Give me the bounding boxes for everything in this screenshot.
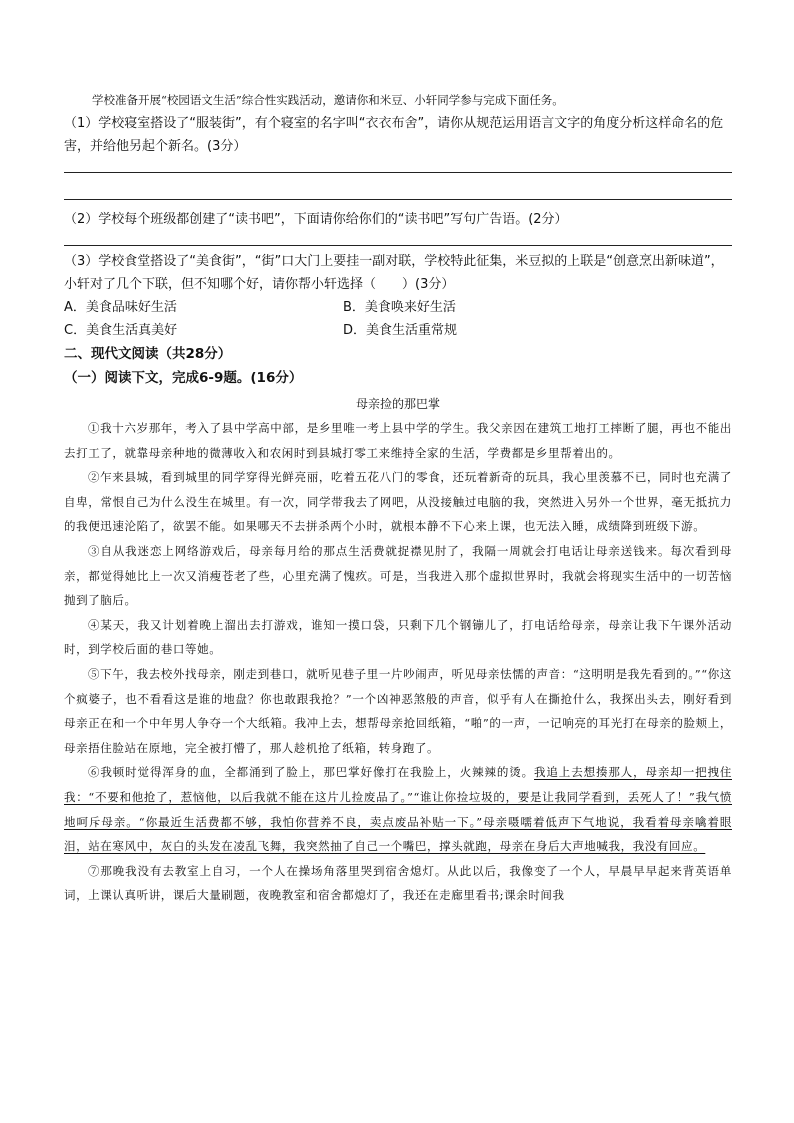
exam-page [64,88,732,908]
article-title: 母亲捡的那巴掌 [355,397,440,411]
choice-b[interactable]: B．美食唤来好生活 [343,300,456,315]
paragraph-7: ⑦那晚我没有去教室上自习，一个人在操场角落里哭到宿舍熄灯。从此以后，我像变了一个人，早晨早早起来背英语单词，上课认真听讲，课后大量刷题，夜晚教室和宿舍都熄灯了，我还在走廊里看书;课余时间我 [64,863,732,903]
choice-d[interactable]: D．美食生活重常规 [343,323,458,338]
question-3: （3）学校食堂搭设了“美食街”，“街”口大门上要挂一副对联，学校特此征集，米豆拟的上联是“创意烹出新味道”，小轩对了几个下联，但不知哪个好，请你帮小轩选择（ ）(3分） [64,254,724,292]
choice-list [64,296,732,342]
paragraph-4: ④某天，我又计划着晚上溜出去打游戏，谁知一摸口袋，只剩下几个钢镚儿了，打电话给母亲，母亲让我下午课外活动时，到学校后面的巷口等她。 [64,617,732,657]
paragraph-2: ②乍来县城，看到城里的同学穿得光鲜亮丽，吃着五花八门的零食，还玩着新奇的玩具，我心里羡慕不已，同时也充满了自卑，常恨自己为什么没生在城里。有一次，同学带我去了网吧，从没接触过电脑的我，突然进入另外一个世界，毫无抵抗力的我便迅速沦陷了，欲罢不能。如果哪天不去拼杀两个小时，就根本静不下心来上课，也无法入睡，成绩降到班级下游。 [64,470,732,534]
question-1: （1）学校寝室搭设了“服装街”，有个寝室的名字叫“衣衣布舍”，请你从规范运用语言文字的角度分析这样命名的危害，并给他另起个新名。(3分） [64,116,724,154]
paragraph-5: ⑤下午，我去校外找母亲，刚走到巷口，就听见巷子里一片吵闹声，听见母亲怯懦的声音：“这明明是我先看到的。”“你这个疯婆子，也不看看这是谁的地盘？你也敢跟我抢？”一个凶神恶煞般的声音，似乎有人在撕抢什么，我探出头去，刚好看到母亲正在和一个中年男人争夺一个大纸箱。我冲上去，想帮母亲抢回纸箱，“啪”的一声，一记响亮的耳光打在母亲的脸颊上，母亲捂住脸站在原地，完全被打懵了，那人趁机抢了纸箱，转身跑了。 [64,666,732,755]
paragraph-6-underlined: 我追上去想揍那人，母亲却一把拽住我：“不要和他抢了，惹恼他，以后我就不能在这片儿捡废品了。”“谁让你捡垃圾的，要是让我同学看到，丢死人了！”我气愤地呵斥母亲。“你最近生活费都不够，我怕你营养不良，卖点废品补贴一下。”母亲嗫嚅着低声下气地说，我看着母亲噙着眼泪，站在寒风中，灰白的头发在凌乱飞舞，我突然抽了自己一个嘴巴，撑头就跑，母亲在身后大声地喊我，我没有回应。 [64,765,732,854]
paragraph-6 [64,760,732,858]
question-2: （2）学校每个班级都创建了“读书吧”，下面请你给你们的“读书吧”写句广告语。(2分） [64,212,568,227]
task-intro: 学校准备开展“校园语文生活”综合性实践活动，邀请你和米豆、小轩同学参与完成下面任务。 [92,93,564,107]
choice-a[interactable]: A．美食品味好生活 [64,300,177,315]
subsection-title: （一）阅读下文，完成6-9题。(16分） [64,370,303,386]
paragraph-6-start: ⑥我顿时觉得浑身的血，全都涌到了脸上，那巴掌好像打在我脸上，火辣辣的烫。 [88,765,535,780]
paragraph-1: ①我十六岁那年，考入了县中学高中部，是乡里唯一考上县中学的学生。我父亲因在建筑工地打工摔断了腿，再也不能出去打工了，就靠母亲种地的微薄收入和农闲时到县城打零工来维持全家的生活，学费都是乡里帮着出的。 [64,421,732,460]
section-title: 二、现代文阅读（共28分） [64,346,232,362]
choice-c[interactable]: C．美食生活真美好 [64,323,178,338]
paragraph-3: ③自从我迷恋上网络游戏后，母亲每月给的那点生活费就捉襟见肘了，我隔一周就会打电话让母亲送钱来。每次看到母亲，都觉得她比上一次又消瘦苍老了些，心里充满了愧疚。可是，当我进入那个虚拟世界时，我就会将现实生活中的一切苦恼抛到了脑后。 [64,543,732,608]
